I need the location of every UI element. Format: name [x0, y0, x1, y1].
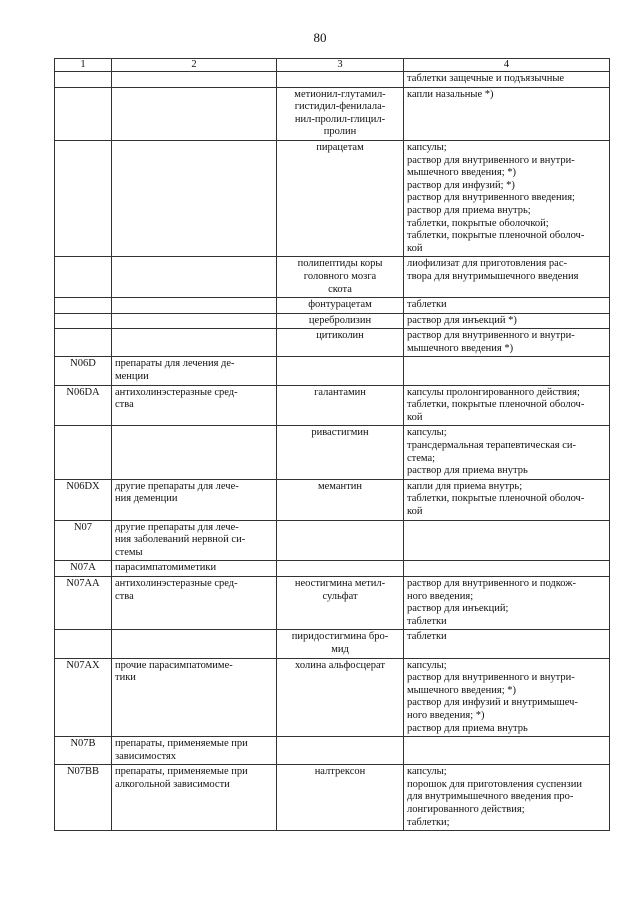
drug-name-cell: мемантин	[277, 479, 404, 520]
group-name-cell	[112, 630, 277, 658]
drug-name-cell: холина альфосцерат	[277, 658, 404, 737]
dosage-forms-cell: капсулы; порошок для приготовления суспензии для внутримышечного введения про- лонгированного действия; таблетки;	[404, 765, 610, 831]
table-row	[55, 257, 610, 298]
atc-code-cell	[55, 329, 112, 357]
atc-code-cell: N07	[55, 520, 112, 561]
dosage-forms-cell: капсулы; трансдермальная терапевтическая си- стема; раствор для приема внутрь	[404, 426, 610, 479]
drug-name-cell: цитиколин	[277, 329, 404, 357]
atc-code-cell	[55, 140, 112, 256]
group-name-cell: прочие парасимпатомиме- тики	[112, 658, 277, 737]
atc-code-cell: N07B	[55, 737, 112, 765]
table-row	[55, 72, 610, 88]
group-name-cell: антихолинэстеразные сред- ства	[112, 385, 277, 426]
table-row	[55, 520, 610, 561]
drug-name-cell: пиридостигмина бро- мид	[277, 630, 404, 658]
atc-code-cell: N07A	[55, 561, 112, 577]
drug-name-cell: церебролизин	[277, 313, 404, 329]
atc-code-cell: N07BB	[55, 765, 112, 831]
drug-name-cell	[277, 737, 404, 765]
page-number: 80	[313, 30, 327, 45]
atc-code-cell	[55, 630, 112, 658]
table-row	[55, 357, 610, 385]
group-name-cell	[112, 72, 277, 88]
dosage-forms-cell	[404, 737, 610, 765]
header-col-3: 3	[277, 59, 404, 72]
drug-name-cell	[277, 357, 404, 385]
group-name-cell	[112, 257, 277, 298]
table-row	[55, 87, 610, 140]
drug-name-cell	[277, 72, 404, 88]
group-name-cell	[112, 426, 277, 479]
drug-name-cell: метионил-глутамил- гистидил-фенилала- нил-пролил-глицил- пролин	[277, 87, 404, 140]
drug-name-cell	[277, 520, 404, 561]
drug-name-cell	[277, 561, 404, 577]
atc-code-cell	[55, 87, 112, 140]
atc-code-cell: N07AX	[55, 658, 112, 737]
table-row	[55, 385, 610, 426]
table-row	[55, 561, 610, 577]
table-row	[55, 479, 610, 520]
drug-name-cell: пирацетам	[277, 140, 404, 256]
atc-code-cell: N06DX	[55, 479, 112, 520]
group-name-cell	[112, 298, 277, 314]
table-row	[55, 426, 610, 479]
dosage-forms-cell: лиофилизат для приготовления рас- твора для внутримышечного введения	[404, 257, 610, 298]
table-row	[55, 313, 610, 329]
drug-name-cell: галантамин	[277, 385, 404, 426]
dosage-forms-cell: капсулы; раствор для внутривенного и внутри- мышечного введения; *) раствор для инфузий; *) раствор для внутривенного введения; раствор для приема внутрь; таблетки, покрытые оболочкой; таблетки, покрытые пленочной оболоч- кой	[404, 140, 610, 256]
dosage-forms-cell: раствор для внутривенного и подкож- ного введения; раствор для инъекций; таблетки	[404, 576, 610, 629]
header-col-2: 2	[112, 59, 277, 72]
atc-code-cell	[55, 313, 112, 329]
dosage-forms-cell: раствор для внутривенного и внутри- мышечного введения *)	[404, 329, 610, 357]
dosage-forms-cell: капли для приема внутрь; таблетки, покрытые пленочной оболоч- кой	[404, 479, 610, 520]
drug-name-cell: неостигмина метил- сульфат	[277, 576, 404, 629]
dosage-forms-cell: капсулы пролонгированного действия; таблетки, покрытые пленочной оболоч- кой	[404, 385, 610, 426]
group-name-cell	[112, 313, 277, 329]
dosage-forms-cell: таблетки	[404, 298, 610, 314]
table-row	[55, 329, 610, 357]
table-header-row	[55, 59, 610, 72]
header-col-1: 1	[55, 59, 112, 72]
dosage-forms-cell: таблетки	[404, 630, 610, 658]
table-row	[55, 630, 610, 658]
group-name-cell: препараты, применяемые при зависимостях	[112, 737, 277, 765]
dosage-forms-cell: раствор для инъекций *)	[404, 313, 610, 329]
group-name-cell	[112, 87, 277, 140]
atc-code-cell	[55, 426, 112, 479]
atc-code-cell: N07AA	[55, 576, 112, 629]
group-name-cell: другие препараты для лече- ния деменции	[112, 479, 277, 520]
atc-code-cell: N06D	[55, 357, 112, 385]
drug-name-cell: полипептиды коры головного мозга скота	[277, 257, 404, 298]
group-name-cell: антихолинэстеразные сред- ства	[112, 576, 277, 629]
group-name-cell: другие препараты для лече- ния заболеваний нервной си- стемы	[112, 520, 277, 561]
dosage-forms-cell	[404, 520, 610, 561]
header-col-4: 4	[404, 59, 610, 72]
group-name-cell: препараты для лечения де- менции	[112, 357, 277, 385]
group-name-cell: парасимпатомиметики	[112, 561, 277, 577]
group-name-cell: препараты, применяемые при алкогольной зависимости	[112, 765, 277, 831]
drug-name-cell: налтрексон	[277, 765, 404, 831]
group-name-cell	[112, 329, 277, 357]
drug-name-cell: ривастигмин	[277, 426, 404, 479]
medication-table	[54, 58, 610, 831]
dosage-forms-cell: таблетки защечные и подъязычные	[404, 72, 610, 88]
atc-code-cell: N06DA	[55, 385, 112, 426]
table-body	[55, 72, 610, 831]
table-row	[55, 737, 610, 765]
group-name-cell	[112, 140, 277, 256]
table-row	[55, 298, 610, 314]
table-row	[55, 140, 610, 256]
atc-code-cell	[55, 72, 112, 88]
atc-code-cell	[55, 298, 112, 314]
atc-code-cell	[55, 257, 112, 298]
table-row	[55, 658, 610, 737]
dosage-forms-cell: капли назальные *)	[404, 87, 610, 140]
dosage-forms-cell: капсулы; раствор для внутривенного и внутри- мышечного введения; *) раствор для инфузий и внутримышеч- ного введения; *) раствор для приема внутрь	[404, 658, 610, 737]
table-row	[55, 765, 610, 831]
dosage-forms-cell	[404, 561, 610, 577]
dosage-forms-cell	[404, 357, 610, 385]
table-row	[55, 576, 610, 629]
drug-name-cell: фонтурацетам	[277, 298, 404, 314]
